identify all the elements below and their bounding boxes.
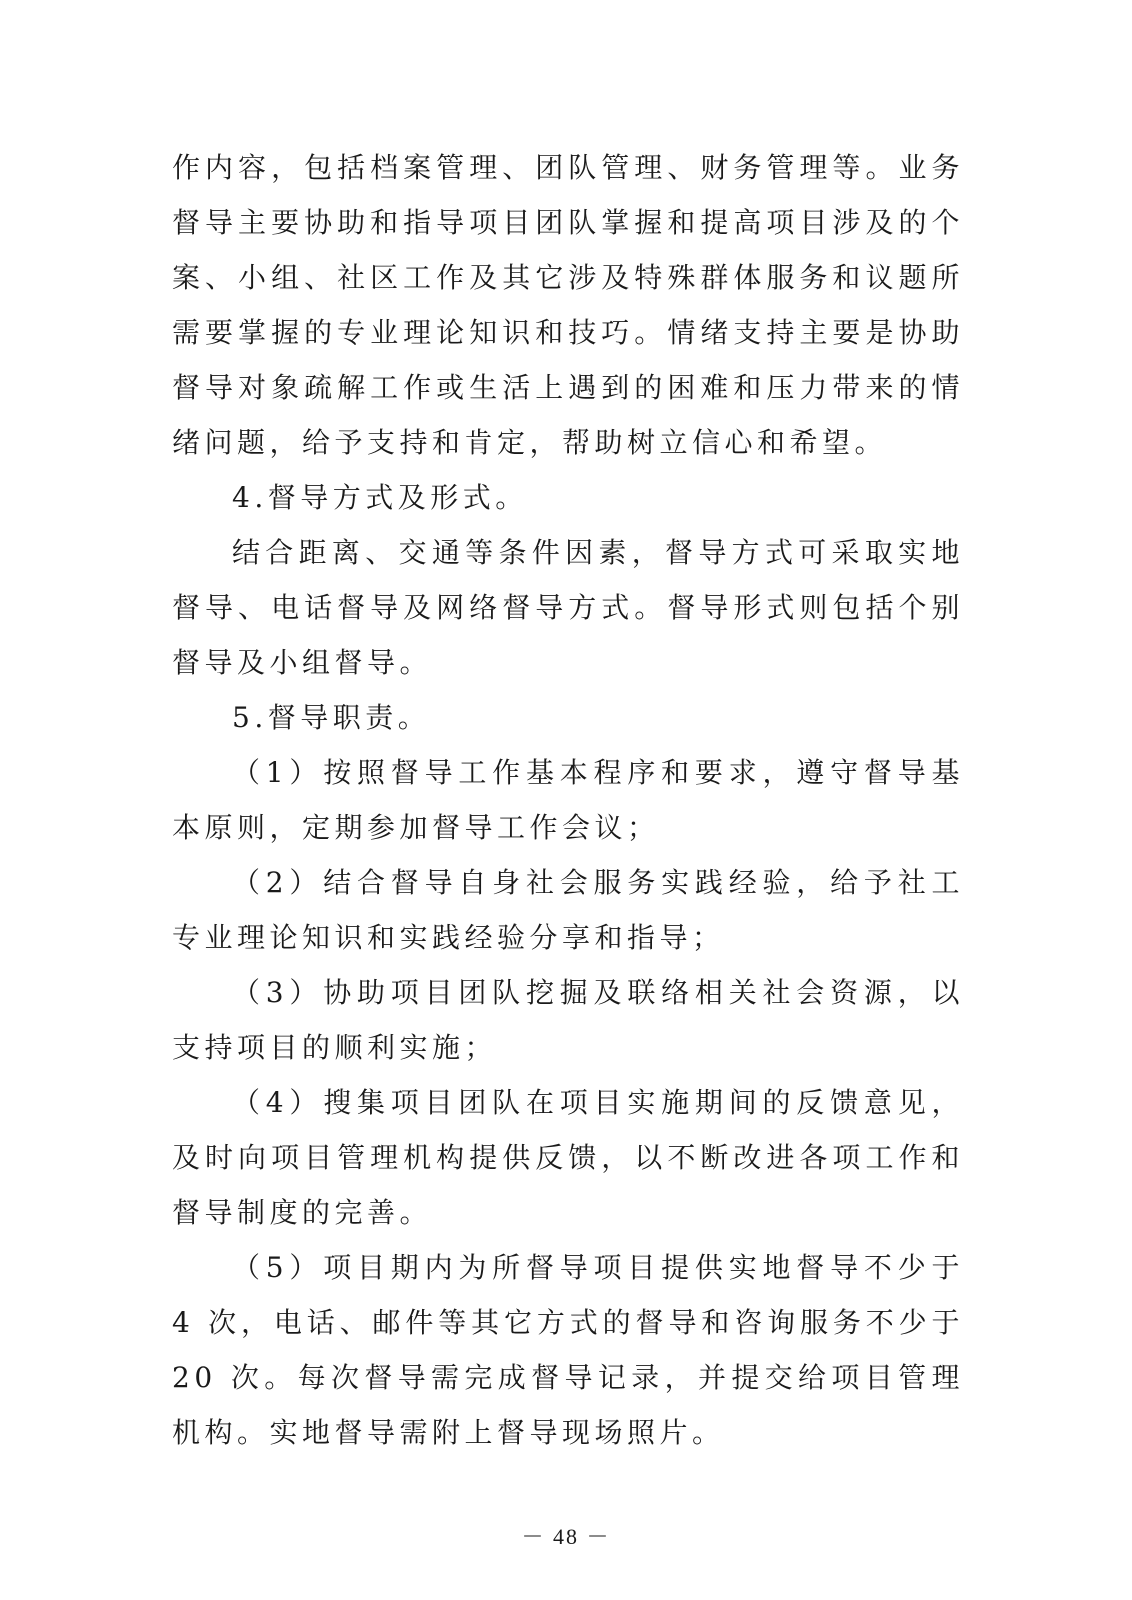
section-heading-5: 5.督导职责。 xyxy=(232,701,431,734)
paragraph-continuation: 作内容，包括档案管理、团队管理、财务管理等。业务督导主要协助和指导项目团队掌握和提高项目涉及的个案、小组、社区工作及其它涉及特殊群体服务和议题所需要掌握的专业理论知识和技巧。情绪支持主要是协助督导对象疏解工作或生活上遇到的困难和压力带来的情绪问题，给予支持和肯定，帮助树立信心和希望。 xyxy=(172,151,964,459)
document-body xyxy=(172,140,964,1460)
duty-item-4: （4）搜集项目团队在项目实施期间的反馈意见，及时向项目管理机构提供反馈，以不断改进各项工作和督导制度的完善。 xyxy=(172,1086,964,1229)
duty-item-2: （2）结合督导自身社会服务实践经验，给予社工专业理论知识和实践经验分享和指导； xyxy=(172,866,964,954)
section-heading-4: 4.督导方式及形式。 xyxy=(232,481,528,514)
page-number: － 48 － xyxy=(521,1524,611,1549)
duty-item-3: （3）协助项目团队挖掘及联络相关社会资源，以支持项目的顺利实施； xyxy=(172,976,964,1064)
duty-item-5: （5）项目期内为所督导项目提供实地督导不少于 4 次，电话、邮件等其它方式的督导和咨询服务不少于 20 次。每次督导需完成督导记录，并提交给项目管理机构。实地督导需附上督导现场照片。 xyxy=(172,1251,964,1449)
paragraph-supervision-methods: 结合距离、交通等条件因素，督导方式可采取实地督导、电话督导及网络督导方式。督导形式则包括个别督导及小组督导。 xyxy=(172,536,964,679)
duty-item-1: （1）按照督导工作基本程序和要求，遵守督导基本原则，定期参加督导工作会议； xyxy=(172,756,964,844)
